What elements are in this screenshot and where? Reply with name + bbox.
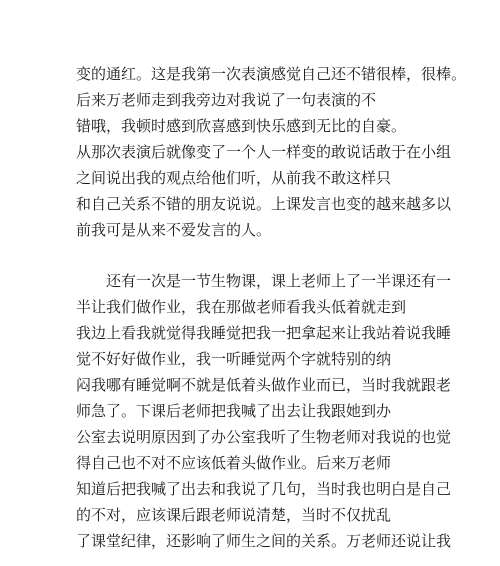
text-line: 闷我哪有睡觉啊不就是低着头做作业而已，当时我就跟老 [76,376,452,394]
text-line: 知道后把我喊了出去和我说了几句，当时我也明白是自己 [76,480,452,498]
text-line: 师急了。下课后老师把我喊了出去让我跟她到办 [76,402,392,420]
text-line: 觉不好好做作业，我一听睡觉两个字就特别的纳 [76,350,392,368]
text-line: 半让我们做作业，我在那做老师看我头低着就走到 [76,298,407,316]
text-line: 公室去说明原因到了办公室我听了生物老师对我说的也觉 [76,428,452,446]
text-line: 的不对，应该课后跟老师说清楚，当时不仅扰乱 [76,506,392,524]
text-line: 了课堂纪律，还影响了师生之间的关系。万老师还说让我 [76,532,452,550]
text-line: 前我可是从来不爱发言的人。 [76,221,272,239]
text-line: 错哦，我顿时感到欣喜感到快乐感到无比的自豪。 [76,117,407,135]
text-line: 从那次表演后就像变了一个人一样变的敢说话敢于在小组 [76,143,452,161]
text-line: 后来万老师走到我旁边对我说了一句表演的不 [76,91,377,109]
text-line: 和自己关系不错的朋友说说。上课发言也变的越来越多以 [76,195,452,213]
text-line: 变的通红。这是我第一次表演感觉自己还不错很棒，很棒。 [76,65,467,83]
text-line: 之间说出我的观点给他们听，从前我不敢这样只 [76,169,392,187]
text-line: 得自己也不对不应该低着头做作业。后来万老师 [76,454,392,472]
paragraph-first-line: 还有一次是一节生物课，课上老师上了一半课还有一 [106,272,452,290]
text-line: 我边上看我就觉得我睡觉把我一把拿起来让我站着说我睡 [76,324,452,342]
